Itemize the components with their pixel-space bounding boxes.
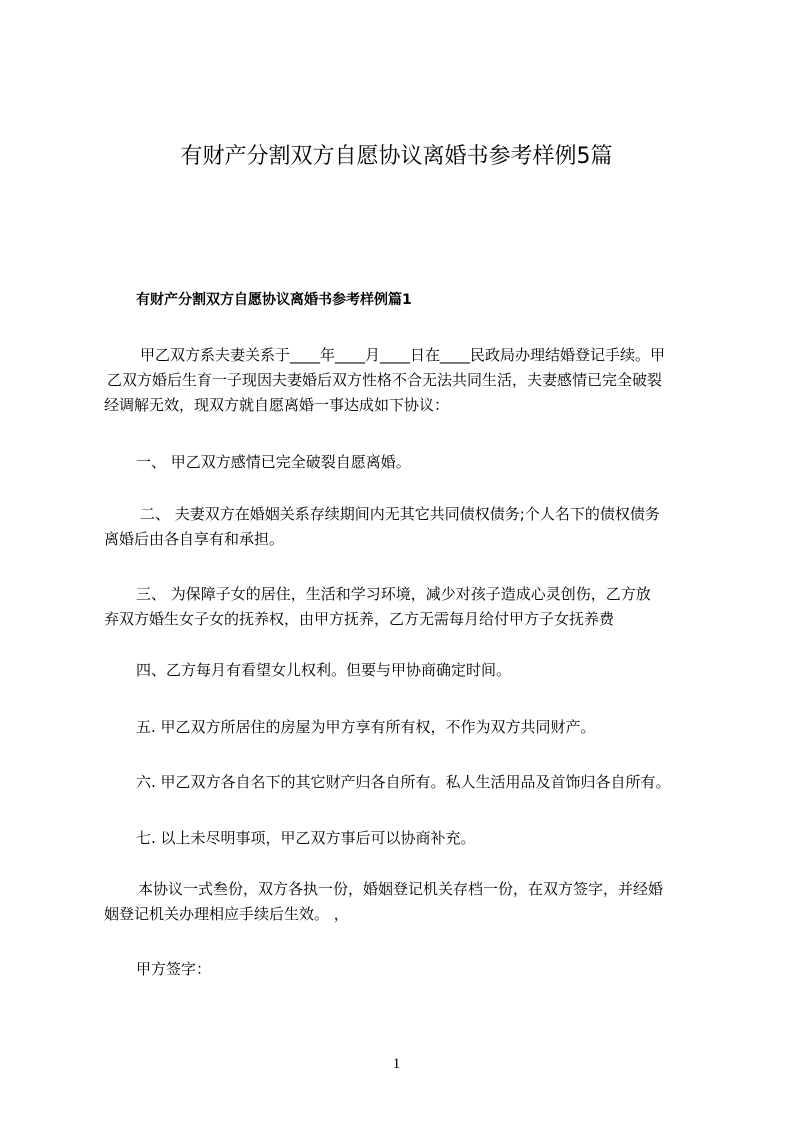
clause-6: 六. 甲乙双方各自名下的其它财产归各自所有。私人生活用品及首饰归各自所有。	[136, 773, 671, 791]
clause-1: 一、 甲乙双方感情已完全破裂自愿离婚。	[136, 453, 411, 471]
page-number: 1	[392, 1056, 401, 1072]
closing-line: 本协议一式叁份，双方各执一份，婚姻登记机关存档一份，在双方签字，并经婚	[138, 880, 664, 898]
section-heading: 有财产分割双方自愿协议离婚书参考样例篇1	[136, 292, 412, 308]
document-title: 有财产分割双方自愿协议离婚书参考样例5篇	[180, 144, 613, 169]
clause-2-cont: 离婚后由各自享有和承担。	[104, 530, 285, 548]
clause-2: 二、 夫妻双方在婚姻关系存续期间内无其它共同债权债务;个人名下的债权债务	[140, 505, 660, 523]
clause-3: 三、 为保障子女的居住，生活和学习环境，减少对孩子造成心灵创伤，乙方放	[136, 585, 651, 603]
clause-3-cont: 弃双方婚生女子女的抚养权，由甲方抚养，乙方无需每月给付甲方子女抚养费	[104, 610, 615, 628]
signature-label: 甲方签字：	[136, 960, 212, 978]
clause-4: 四、乙方每月有看望女儿权利。但要与甲协商确定时间。	[136, 661, 512, 679]
closing-line: 姻登记机关办理相应手续后生效。 ，	[104, 905, 349, 923]
intro-line: 乙双方婚后生育一子现因夫妻婚后双方性格不合无法共同生活，夫妻感情已完全破裂	[107, 371, 663, 389]
clause-7: 七. 以上未尽明事项，甲乙双方事后可以协商补充。	[136, 829, 476, 847]
intro-line: 甲乙双方系夫妻关系于____年____月____日在____民政局办理结婚登记手续。甲	[140, 346, 666, 364]
intro-line: 经调解无效，现双方就自愿离婚一事达成如下协议：	[104, 396, 450, 414]
clause-5: 五. 甲乙双方所居住的房屋为甲方享有所有权，不作为双方共同财产。	[136, 718, 596, 736]
